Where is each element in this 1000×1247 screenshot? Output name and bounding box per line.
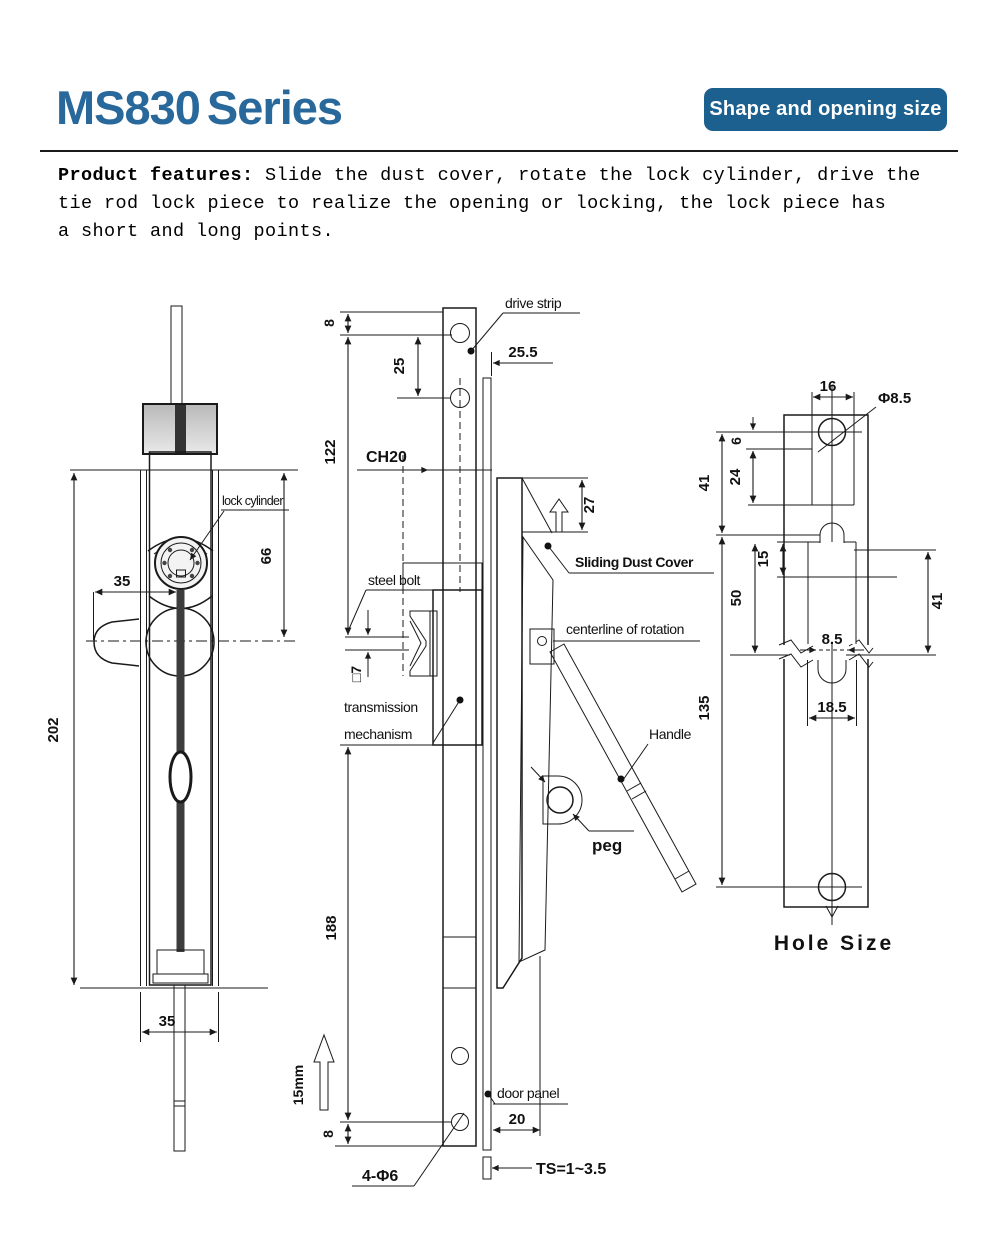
travel-label: 15mm <box>290 1064 306 1106</box>
features-line-2: tie rod lock piece to realize the opening or locking, the lock piece has <box>58 193 887 214</box>
thickness-label: TS=1~3.5 <box>536 1161 607 1178</box>
dim-27: 27 <box>581 496 598 514</box>
header-divider <box>40 150 958 152</box>
handle-pivot <box>530 629 554 664</box>
door-panel-end <box>483 1157 491 1179</box>
holes-label: 4-Φ6 <box>362 1168 399 1185</box>
page-title <box>56 80 342 135</box>
strip-hole-1 <box>451 324 470 343</box>
transmission-label-2: mechanism <box>344 726 412 742</box>
transmission-label-1: transmission <box>344 699 418 715</box>
lock-housing <box>497 478 522 988</box>
features-line-3: a short and long points. <box>58 221 335 242</box>
dim-6: 6 <box>728 437 744 445</box>
dim-35-top: 35 <box>113 573 131 590</box>
dim-35-bottom: 35 <box>158 1013 176 1030</box>
peg-label: peg <box>592 836 623 855</box>
lock-cylinder-label: lock cylinder <box>222 494 283 508</box>
product-features <box>58 162 958 246</box>
lock-piece-base <box>153 974 208 983</box>
dust-cover-label: Sliding Dust Cover <box>575 554 694 570</box>
dim-24: 24 <box>727 468 744 486</box>
technical-drawing <box>0 250 1000 1247</box>
sliding-dust-cover <box>519 537 553 962</box>
dim-122: 122 <box>322 439 339 465</box>
transmission-mechanism <box>433 590 482 745</box>
door-panel <box>483 378 491 1150</box>
dim-202: 202 <box>45 717 62 743</box>
dim-25: 25 <box>391 357 408 375</box>
dim-square7: □7 <box>348 665 364 683</box>
dim-15: 15 <box>755 550 772 568</box>
strip-hole-3 <box>452 1048 469 1065</box>
side-view <box>290 295 714 1186</box>
top-cap-slot <box>175 405 186 453</box>
handle-side <box>550 644 696 892</box>
tie-rod-top <box>171 306 182 406</box>
dim-188: 188 <box>323 915 340 941</box>
dim-8-bottom: 8 <box>320 1130 336 1138</box>
hole-size-title: Hole Size <box>773 932 895 955</box>
ch20-label: CH20 <box>366 449 407 466</box>
lock-cylinder <box>155 537 207 589</box>
features-line-1: Product features: Slide the dust cover, rotate the lock cylinder, drive the <box>58 165 921 186</box>
hole-size-view <box>696 378 946 955</box>
travel-arrow-icon <box>314 1035 334 1110</box>
rod-slot <box>170 752 191 802</box>
slide-up-arrow-icon <box>550 499 568 532</box>
handle-label: Handle <box>649 726 691 742</box>
dim-8-5: 8.5 <box>821 631 843 648</box>
front-view <box>45 306 298 1151</box>
dim-8-top: 8 <box>321 319 337 327</box>
dim-25-5: 25.5 <box>508 344 538 361</box>
dim-135: 135 <box>696 695 713 721</box>
dim-41-right: 41 <box>929 592 946 610</box>
drive-strip-label: drive strip <box>505 295 562 311</box>
series-model: MS830 <box>56 81 200 134</box>
dim-18-5: 18.5 <box>817 699 847 716</box>
door-panel-label: door panel <box>497 1085 560 1101</box>
dim-20: 20 <box>508 1111 526 1128</box>
shape-size-banner: Shape and opening size <box>704 88 947 131</box>
steel-bolt-label: steel bolt <box>368 572 421 588</box>
dim-phi-8-5: Φ8.5 <box>878 390 912 407</box>
series-word: Series <box>206 81 343 134</box>
dim-41-left: 41 <box>696 474 713 492</box>
lock-piece <box>157 950 204 974</box>
dim-16: 16 <box>819 378 837 395</box>
dim-66: 66 <box>258 547 275 565</box>
handle-front <box>94 619 139 666</box>
tie-rod-bottom <box>174 985 185 1151</box>
dim-50: 50 <box>728 589 745 607</box>
features-label: Product features: <box>58 165 254 186</box>
centerline-label: centerline of rotation <box>566 621 685 637</box>
